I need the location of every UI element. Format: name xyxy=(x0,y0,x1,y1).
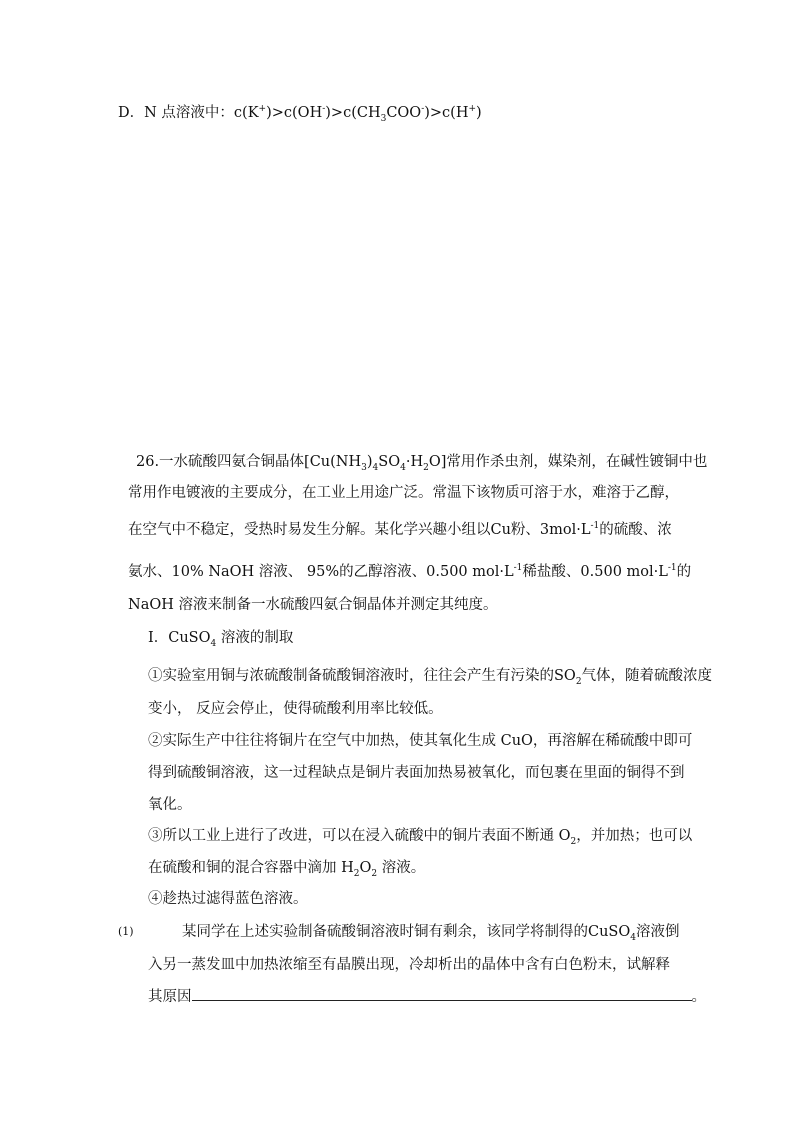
text: 气体，随着硫酸浓度 xyxy=(581,668,713,684)
answer-blank[interactable] xyxy=(192,986,692,1001)
sup-plus: + xyxy=(468,104,477,115)
text: I．CuSO xyxy=(148,630,211,646)
text: ·H xyxy=(405,454,424,470)
text: 26.一水硫酸四氨合铜晶体[Cu(NH xyxy=(136,454,362,470)
text: ①实验室用铜与浓硫酸制备硫酸铜溶液时，往往会产生有污染的SO xyxy=(148,668,576,684)
text: 溶液的制取 xyxy=(216,630,294,646)
text: 溶液倒 xyxy=(636,924,680,940)
text: ，并加热；也可以 xyxy=(576,828,693,844)
sub-2: 2 xyxy=(423,462,429,473)
sub-2: 2 xyxy=(570,836,577,847)
option-d-text: )>c(CH xyxy=(325,105,381,121)
q26-line-5 xyxy=(128,595,497,615)
sup-minus-1: -1 xyxy=(513,563,523,574)
text: 溶液。 xyxy=(377,860,426,876)
option-d-text: D．N 点溶液中：c(K xyxy=(118,105,259,121)
question-1-line-1 xyxy=(182,922,680,942)
text: 。 xyxy=(691,989,706,1005)
text: O]常用作杀虫剂，媒染剂，在碱性镀铜中也 xyxy=(428,454,708,470)
sub-2: 2 xyxy=(353,868,360,879)
step-2-line-3 xyxy=(148,795,192,815)
step-2-line-1 xyxy=(148,731,692,751)
text: 得到硫酸铜溶液，这一过程缺点是铜片表面加热易被氧化，而包裹在里面的铜得不到 xyxy=(148,765,685,781)
q26-line-4 xyxy=(128,562,691,582)
option-d-text: )>c(OH xyxy=(266,105,323,121)
sup-minus-1: -1 xyxy=(590,521,600,532)
sub-4: 4 xyxy=(210,638,217,649)
text: 入另一蒸发皿中加热浓缩至有晶膜出现，冷却析出的晶体中含有白色粉末，试解释 xyxy=(148,957,670,973)
text: 氧化。 xyxy=(148,797,192,813)
step-4 xyxy=(148,889,308,909)
text: 在硫酸和铜的混合容器中滴加 H xyxy=(148,860,354,876)
question-1-line-3 xyxy=(148,986,706,1007)
text: 的硫酸、浓 xyxy=(599,522,672,538)
sub-3: 3 xyxy=(361,462,367,473)
text: 某同学在上述实验制备硫酸铜溶液时铜有剩余，该同学将制得的CuSO xyxy=(182,924,631,940)
text: ) xyxy=(366,454,373,470)
text: 的 xyxy=(676,564,692,580)
step-3-line-1 xyxy=(148,826,692,846)
question-number: (1) xyxy=(118,925,134,938)
text: 常用作电镀液的主要成分，在工业上用途广泛。常温下该物质可溶于水，难溶于乙醇， xyxy=(128,485,679,501)
option-d-text: )>c(H xyxy=(424,105,469,121)
text: NaOH 溶液来制备一水硫酸四氨合铜晶体并测定其纯度。 xyxy=(128,597,498,613)
step-1-line-1 xyxy=(148,666,712,686)
option-d-text: ) xyxy=(476,105,482,121)
sub-3: 3 xyxy=(380,113,387,124)
sub-4: 4 xyxy=(630,932,636,943)
sub-2: 2 xyxy=(371,868,378,879)
sub-4: 4 xyxy=(400,462,406,473)
option-d xyxy=(118,103,482,123)
sup-minus: - xyxy=(421,104,425,115)
q26-line-1 xyxy=(136,452,707,472)
text: O xyxy=(359,860,372,876)
option-d-text: COO xyxy=(386,105,422,121)
q26-line-2 xyxy=(128,483,679,503)
sup-plus: + xyxy=(258,104,267,115)
text: 稀盐酸、0.500 mol·L xyxy=(522,564,668,580)
text: 氨水、10% NaOH 溶液、 95%的乙醇溶液、0.500 mol·L xyxy=(128,564,514,580)
step-1-line-2 xyxy=(148,699,443,719)
sup-minus: - xyxy=(322,104,326,115)
sub-2: 2 xyxy=(575,676,582,687)
text: 其原因 xyxy=(148,989,192,1005)
sup-minus-1: -1 xyxy=(667,563,677,574)
text: 在空气中不稳定，受热时易发生分解。某化学兴趣小组以Cu粉、3mol·L xyxy=(128,522,591,538)
step-3-line-2 xyxy=(148,858,425,878)
section-1-title xyxy=(148,628,293,648)
text: ④趁热过滤得蓝色溶液。 xyxy=(148,891,308,907)
text: SO xyxy=(378,454,401,470)
text: ②实际生产中往往将铜片在空气中加热，使其氧化生成 CuO，再溶解在稀硫酸中即可 xyxy=(148,733,693,749)
step-2-line-2 xyxy=(148,763,685,783)
text: 变小， 反应会停止，使得硫酸利用率比较低。 xyxy=(148,701,443,717)
q26-line-3 xyxy=(128,520,672,540)
text: ③所以工业上进行了改进，可以在浸入硫酸中的铜片表面不断通 O xyxy=(148,828,571,844)
question-1-line-2 xyxy=(148,955,670,975)
sub-4: 4 xyxy=(372,462,379,473)
